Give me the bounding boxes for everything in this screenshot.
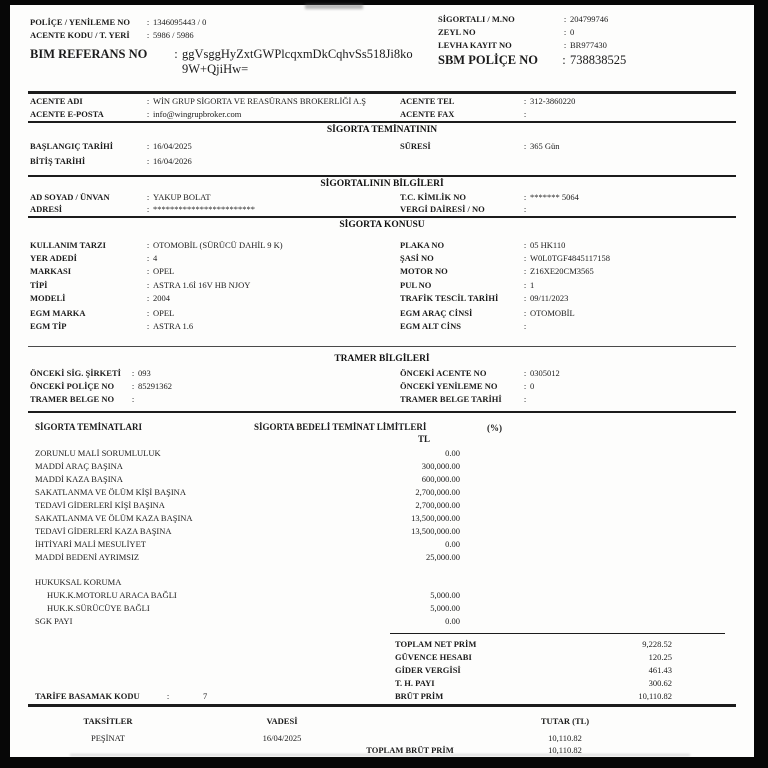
colon bbox=[560, 14, 570, 25]
coverage-row-amount: 0.00 bbox=[445, 616, 460, 626]
colon bbox=[143, 253, 153, 264]
colon bbox=[520, 308, 530, 319]
divider bbox=[28, 175, 736, 177]
field-label: ACENTE FAX bbox=[400, 109, 455, 119]
coverage-row-name: SAKATLANMA VE ÖLÜM KAZA BAŞINA bbox=[35, 513, 193, 523]
field-label: BIM REFERANS NO bbox=[30, 47, 148, 61]
coverage-table-header-tl: TL bbox=[418, 434, 431, 444]
colon bbox=[560, 27, 570, 38]
total-value: 9,228.52 bbox=[642, 639, 672, 649]
field-label: EGM ALT CİNS bbox=[400, 321, 461, 331]
policy-document-page bbox=[10, 5, 754, 757]
field-label: ZEYL NO bbox=[438, 27, 476, 37]
total-label: GÜVENCE HESABI bbox=[395, 652, 472, 662]
installment-name: PEŞİNAT bbox=[90, 733, 125, 743]
field-value: ASTRA 1.6 bbox=[153, 321, 194, 331]
coverage-row-name: HUKUKSAL KORUMA bbox=[35, 577, 122, 587]
field-value: WİN GRUP SİGORTA VE REASÜRANS BROKERLİĞİ A.Ş bbox=[153, 96, 366, 106]
field-modeli bbox=[30, 293, 170, 304]
field-onceki-police bbox=[30, 381, 172, 392]
field-value: Z16XE20CM3565 bbox=[530, 266, 594, 276]
field-label: ÖNCEKİ SİG. ŞİRKETİ bbox=[30, 368, 121, 378]
field-acente-eposta bbox=[30, 109, 241, 120]
field-plaka-no bbox=[400, 240, 565, 251]
cropped-title-remnant bbox=[305, 4, 363, 9]
colon bbox=[520, 204, 530, 215]
coverage-row-name: SAKATLANMA VE ÖLÜM KİŞİ BAŞINA bbox=[35, 487, 186, 497]
field-value: OTOMOBİL bbox=[530, 308, 575, 318]
bim-value-line2: 9W+QjiHw= bbox=[182, 62, 249, 76]
coverage-row-amount: 0.00 bbox=[445, 448, 460, 458]
total-label: GİDER VERGİSİ bbox=[395, 665, 461, 675]
field-label: MOTOR NO bbox=[400, 266, 448, 276]
field-acente-tel bbox=[400, 96, 575, 107]
colon bbox=[163, 691, 173, 702]
field-label: TRAMER BELGE NO bbox=[30, 394, 115, 404]
field-value: 16/04/2026 bbox=[153, 156, 192, 166]
coverage-row-amount: 5,000.00 bbox=[430, 590, 460, 600]
field-sasi-no bbox=[400, 253, 610, 264]
bim-value-line1: ggVsggHyZxtGWPlcqxmDkCqhvSs518Ji8ko bbox=[182, 47, 413, 61]
coverage-row-amount: 13,500,000.00 bbox=[411, 526, 460, 536]
field-label: PLAKA NO bbox=[400, 240, 445, 250]
coverage-row-name: HUK.K.MOTORLU ARACA BAĞLI bbox=[47, 590, 177, 600]
field-label: EGM ARAÇ CİNSİ bbox=[400, 308, 473, 318]
coverage-row-name: ZORUNLU MALİ SORUMLULUK bbox=[35, 448, 161, 458]
field-label: PUL NO bbox=[400, 280, 432, 290]
field-value: ASTRA 1.6İ 16V HB NJOY bbox=[153, 280, 251, 290]
field-ad-soyad bbox=[30, 192, 211, 203]
colon bbox=[520, 280, 530, 291]
field-suresi bbox=[400, 141, 560, 152]
total-value: 10,110.82 bbox=[638, 691, 672, 701]
installments-header-taksit: TAKSİTLER bbox=[83, 716, 133, 726]
field-label: EGM MARKA bbox=[30, 308, 86, 318]
field-label: BAŞLANGIÇ TARİHİ bbox=[30, 141, 114, 151]
field-yer-adedi bbox=[30, 253, 157, 264]
field-tipi bbox=[30, 280, 250, 291]
colon bbox=[143, 192, 153, 203]
field-adresi bbox=[30, 204, 255, 215]
field-value: W0L0TGF4845117158 bbox=[530, 253, 610, 263]
installments-header-tutar: TUTAR (TL) bbox=[540, 716, 590, 726]
field-value: 09/11/2023 bbox=[530, 293, 569, 303]
totals-divider bbox=[390, 633, 725, 634]
divider bbox=[28, 411, 736, 413]
field-label: AD SOYAD / ÜNVAN bbox=[30, 192, 110, 202]
colon bbox=[128, 368, 138, 379]
field-value: YAKUP BOLAT bbox=[153, 192, 211, 202]
colon bbox=[520, 192, 530, 203]
field-value: 85291362 bbox=[138, 381, 172, 391]
field-label: T.C. KİMLİK NO bbox=[400, 192, 466, 202]
field-value: 05 HK110 bbox=[530, 240, 566, 250]
total-label: T. H. PAYI bbox=[395, 678, 435, 688]
field-label: TRAFİK TESCİL TARİHİ bbox=[400, 293, 499, 303]
total-label: BRÜT PRİM bbox=[395, 691, 444, 701]
colon bbox=[143, 109, 153, 120]
divider bbox=[28, 216, 736, 218]
coverage-row-name: TEDAVİ GİDERLERİ KİŞİ BAŞINA bbox=[35, 500, 165, 510]
colon bbox=[143, 30, 153, 41]
colon bbox=[520, 394, 530, 405]
field-label: MODELİ bbox=[30, 293, 66, 303]
field-label: ŞASİ NO bbox=[400, 253, 434, 263]
field-police-yenileme-no bbox=[30, 17, 206, 28]
field-label: EGM TİP bbox=[30, 321, 67, 331]
total-value: 461.43 bbox=[648, 665, 672, 675]
coverage-row-amount: 600,000.00 bbox=[421, 474, 460, 484]
colon bbox=[520, 240, 530, 251]
coverage-table-header-col1: SİGORTA TEMİNATLARI bbox=[35, 422, 142, 432]
field-label: ÖNCEKİ POLİÇE NO bbox=[30, 381, 115, 391]
field-tramer-belge-no bbox=[30, 394, 138, 405]
field-kullanim-tarzi bbox=[30, 240, 283, 251]
field-bitis-tarihi bbox=[30, 156, 192, 167]
field-value: BR977430 bbox=[570, 40, 607, 50]
field-tarife-basamak bbox=[35, 691, 207, 702]
field-value: 2004 bbox=[153, 293, 170, 303]
field-acente-kodu bbox=[30, 30, 194, 41]
field-value: 16/04/2025 bbox=[153, 141, 192, 151]
field-bim-referans-no bbox=[30, 47, 413, 77]
coverage-table-header-percent: (%) bbox=[487, 423, 502, 433]
field-sbm-police-no bbox=[438, 53, 626, 68]
field-value: 4 bbox=[153, 253, 158, 263]
field-label: SİGORTALI / M.NO bbox=[438, 14, 515, 24]
field-acente-adi bbox=[30, 96, 366, 107]
coverage-row-name: İHTİYARİ MALİ MESULİYET bbox=[35, 539, 146, 549]
field-acente-fax bbox=[400, 109, 530, 120]
field-value: 1 bbox=[530, 280, 535, 290]
field-egm-marka bbox=[30, 308, 174, 319]
colon bbox=[128, 381, 138, 392]
total-value: 300.62 bbox=[648, 678, 672, 688]
coverage-row-amount: 5,000.00 bbox=[430, 603, 460, 613]
colon bbox=[520, 321, 530, 332]
field-value: 365 Gün bbox=[530, 141, 560, 151]
field-egm-alt-cins bbox=[400, 321, 530, 332]
field-value: OPEL bbox=[153, 308, 175, 318]
colon bbox=[520, 266, 530, 277]
field-label: YER ADEDİ bbox=[30, 253, 77, 263]
section-title-konu: SİGORTA KONUSU bbox=[339, 220, 425, 230]
field-label: POLİÇE / YENİLEME NO bbox=[30, 17, 131, 27]
coverage-row-amount: 25,000.00 bbox=[426, 552, 460, 562]
field-value: ******* 5064 bbox=[530, 192, 579, 202]
colon bbox=[143, 96, 153, 107]
field-baslangic-tarihi bbox=[30, 141, 192, 152]
field-markasi bbox=[30, 266, 174, 277]
field-label: MARKASI bbox=[30, 266, 72, 276]
coverage-row-name: TEDAVİ GİDERLERİ KAZA BAŞINA bbox=[35, 526, 172, 536]
coverage-row-amount: 2,700,000.00 bbox=[415, 487, 460, 497]
cropped-bottom-remnant bbox=[70, 754, 690, 756]
coverage-row-amount: 13,500,000.00 bbox=[411, 513, 460, 523]
field-zeyl-no bbox=[438, 27, 574, 38]
field-label: BİTİŞ TARİHİ bbox=[30, 156, 86, 166]
coverage-row-amount: 300,000.00 bbox=[421, 461, 460, 471]
field-value: 312-3860220 bbox=[530, 96, 576, 106]
colon bbox=[520, 368, 530, 379]
field-egm-tip bbox=[30, 321, 193, 332]
field-onceki-acente bbox=[400, 368, 560, 379]
field-label: ÖNCEKİ ACENTE NO bbox=[400, 368, 487, 378]
coverage-row-name: HUK.K.SÜRÜCÜYE BAĞLI bbox=[47, 603, 150, 613]
section-title-teminat-suresi: SİGORTA TEMİNATININ bbox=[326, 125, 438, 135]
field-value: 7 bbox=[203, 691, 208, 701]
colon bbox=[520, 381, 530, 392]
installments-header-vade: VADESİ bbox=[266, 716, 298, 726]
field-tramer-belge-tarihi bbox=[400, 394, 530, 405]
field-label: SBM POLİÇE NO bbox=[438, 53, 539, 67]
field-value: 738838525 bbox=[570, 53, 627, 67]
field-value: 204799746 bbox=[570, 14, 609, 24]
coverage-row-name: MADDİ KAZA BAŞINA bbox=[35, 474, 123, 484]
colon bbox=[520, 253, 530, 264]
colon bbox=[520, 96, 530, 107]
field-sigortali-mno bbox=[438, 14, 608, 25]
colon bbox=[520, 109, 530, 120]
field-label: ÖNCEKİ YENİLEME NO bbox=[400, 381, 498, 391]
coverage-row-name: SGK PAYI bbox=[35, 616, 73, 626]
field-label: TRAMER BELGE TARİHİ bbox=[400, 394, 502, 404]
field-pul-no bbox=[400, 280, 534, 291]
field-label: SÜRESİ bbox=[400, 141, 431, 151]
grand-total-label: TOPLAM BRÜT PRİM bbox=[366, 745, 454, 755]
field-value: OPEL bbox=[153, 266, 175, 276]
colon bbox=[143, 321, 153, 332]
field-label: ACENTE E-POSTA bbox=[30, 109, 104, 119]
field-vergi-dairesi bbox=[400, 204, 530, 215]
installment-date: 16/04/2025 bbox=[262, 733, 302, 743]
field-value: 0305012 bbox=[530, 368, 560, 378]
colon bbox=[170, 47, 182, 77]
colon bbox=[520, 293, 530, 304]
field-label: ADRESİ bbox=[30, 204, 63, 214]
field-value: 5986 / 5986 bbox=[153, 30, 194, 40]
divider bbox=[28, 121, 736, 123]
colon bbox=[143, 240, 153, 251]
colon bbox=[143, 293, 153, 304]
divider bbox=[28, 704, 736, 707]
colon bbox=[143, 266, 153, 277]
field-label: VERGİ DAİRESİ / NO bbox=[400, 204, 485, 214]
coverage-row-name: MADDİ ARAÇ BAŞINA bbox=[35, 461, 123, 471]
colon bbox=[143, 280, 153, 291]
section-title-tramer: TRAMER BİLGİLERİ bbox=[334, 354, 430, 364]
field-tc-kimlik bbox=[400, 192, 579, 203]
field-value: OTOMOBİL (SÜRÜCÜ DAHİL 9 K) bbox=[153, 240, 283, 250]
colon bbox=[143, 308, 153, 319]
field-trafik-tescil bbox=[400, 293, 568, 304]
colon bbox=[558, 53, 570, 68]
coverage-row-name: MADDİ BEDENİ AYRIMSIZ bbox=[35, 552, 140, 562]
coverage-table-header-col2: SİGORTA BEDELİ TEMİNAT LİMİTLERİ bbox=[254, 422, 427, 432]
grand-total-value: 10,110.82 bbox=[548, 745, 582, 755]
divider bbox=[28, 346, 736, 347]
field-egm-arac-cinsi bbox=[400, 308, 575, 319]
colon bbox=[560, 40, 570, 51]
field-onceki-sirket bbox=[30, 368, 151, 379]
field-value: info@wingrupbroker.com bbox=[153, 109, 242, 119]
field-label: ACENTE TEL bbox=[400, 96, 455, 106]
field-label: LEVHA KAYIT NO bbox=[438, 40, 512, 50]
section-title-sigortali: SİGORTALININ BİLGİLERİ bbox=[320, 179, 444, 189]
coverage-row-amount: 2,700,000.00 bbox=[415, 500, 460, 510]
field-value: ************************ bbox=[153, 204, 255, 214]
field-value bbox=[182, 47, 413, 77]
colon bbox=[143, 204, 153, 215]
field-label: TARİFE BASAMAK KODU bbox=[35, 691, 140, 701]
colon bbox=[143, 156, 153, 167]
field-label: ACENTE ADI bbox=[30, 96, 83, 106]
installment-amount: 10,110.82 bbox=[548, 733, 582, 743]
colon bbox=[143, 141, 153, 152]
field-label: ACENTE KODU / T. YERİ bbox=[30, 30, 130, 40]
field-value: 093 bbox=[138, 368, 151, 378]
coverage-row-amount: 0.00 bbox=[445, 539, 460, 549]
colon bbox=[520, 141, 530, 152]
divider bbox=[28, 91, 736, 94]
field-value: 0 bbox=[570, 27, 575, 37]
field-value: 0 bbox=[530, 381, 535, 391]
field-value: 1346095443 / 0 bbox=[153, 17, 207, 27]
colon bbox=[128, 394, 138, 405]
field-label: KULLANIM TARZI bbox=[30, 240, 106, 250]
field-label: TİPİ bbox=[30, 280, 48, 290]
field-levha-kayit-no bbox=[438, 40, 607, 51]
colon bbox=[143, 17, 153, 28]
field-onceki-yenileme bbox=[400, 381, 534, 392]
total-label: TOPLAM NET PRİM bbox=[395, 639, 477, 649]
field-motor-no bbox=[400, 266, 594, 277]
total-value: 120.25 bbox=[648, 652, 672, 662]
